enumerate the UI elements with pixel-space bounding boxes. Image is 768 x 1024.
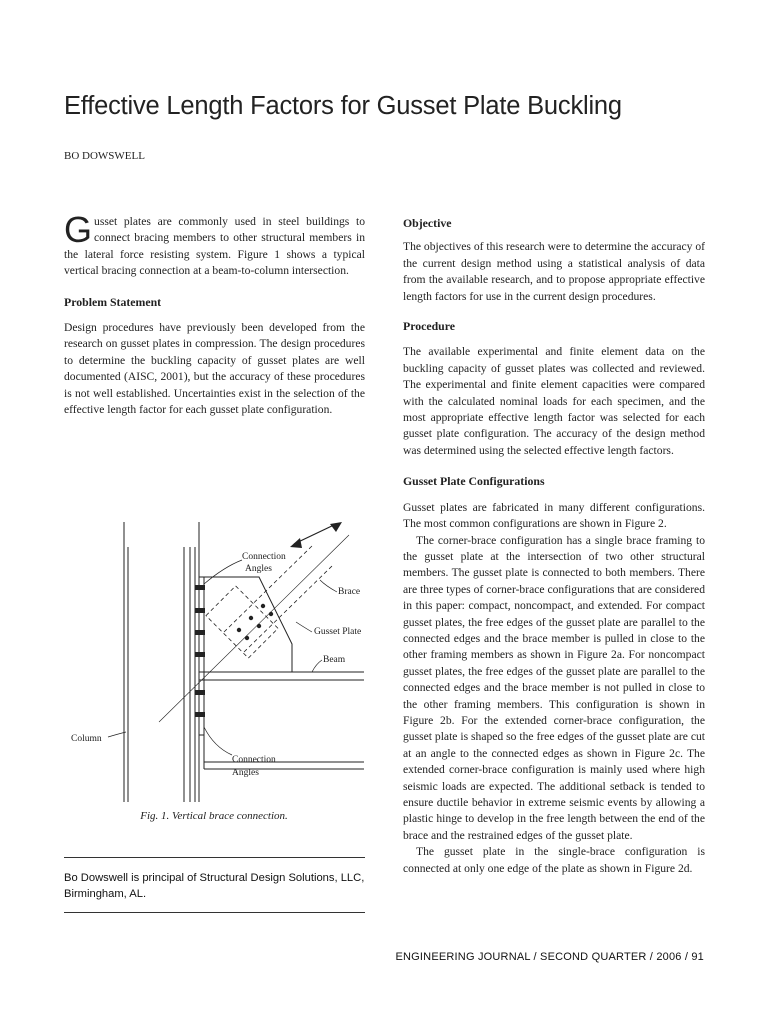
problem-text: Design procedures have previously been developed from the research on gusset plates in compression. The design procedures to determine the buckling capacity of gusset plates are well documented (AISC, 2001), but the accuracy of these procedures is not well established. Uncertainties exist in the selection of the effective length factor for each gusset plate configuration.	[64, 321, 365, 417]
journal-footer: ENGINEERING JOURNAL / SECOND QUARTER / 2006 / 91	[395, 951, 704, 963]
leader-brace	[320, 580, 337, 592]
gusset-plate-outline	[204, 577, 292, 672]
label-connection-angles-bottom-1: Connection	[232, 755, 276, 765]
procedure-text: The available experimental and finite element data on the buckling capacity of gusset plates was collected and reviewed. The experimental and finite element capacities were compared with the calculated nominal loads for each specimen, and the most appropriate effective length factor was selected for each gusset plate configuration. The accuracy of the design method was determined using the selected effective length factors.	[403, 345, 705, 457]
configurations-paragraph-3: The gusset plate in the single-brace configuration is connected at only one edge of the plate as shown in Figure 2d.	[403, 845, 705, 875]
label-gusset-plate: Gusset Plate	[314, 627, 362, 637]
footnote-rule-bottom	[64, 912, 365, 913]
connection-angles-bottom	[199, 680, 204, 735]
problem-heading: Problem Statement	[64, 294, 162, 309]
figure-caption: Fig. 1. Vertical brace connection.	[140, 810, 288, 822]
load-arrow-head-upper	[330, 522, 342, 532]
leader-connection-angles-bottom	[204, 727, 232, 755]
author-name: BO DOWSWELL	[64, 150, 145, 162]
brace-bolt	[269, 612, 273, 616]
bolt	[195, 690, 205, 695]
bolt	[195, 585, 205, 590]
paper-title: Effective Length Factors for Gusset Plate Buckling	[64, 92, 622, 120]
left-column	[64, 209, 365, 418]
load-arrow-head-lower	[290, 538, 302, 548]
brace-bolt	[249, 616, 253, 620]
intro-paragraph	[64, 209, 365, 280]
objective-text: The objectives of this research were to determine the accuracy of the current design method using a statistical analysis of data from the available research, and to propose appropriate effective length factors for use in the current design procedures.	[403, 240, 705, 303]
figure-vertical-brace-connection	[64, 522, 364, 802]
drop-cap: G	[64, 209, 93, 250]
label-beam: Beam	[323, 655, 346, 665]
footnote-rule-top	[64, 857, 365, 858]
brace-bolt	[245, 636, 249, 640]
label-connection-angles-top-1: Connection	[242, 552, 286, 562]
configurations-paragraph-2: The corner-brace configuration has a single brace framing to the gusset plate at the intersection of two other structural members. The gusset plate is connected to both members. There are three types of corner-brace configurations that are considered in this paper: compact, noncompact, and extended. For compact gusset plates, the free edges of the gusset plate are parallel to the connected edges and the brace member is pulled in close to the other framing members as shown in Figure 2a. For noncompact gusset plates, the free edges of the gusset plate are parallel to the connected edges and the brace member is not pulled in close to the other framing members. This configuration is shown in Figure 2b. For the extended corner-brace configuration, the gusset plate is shaped so the free edges of the gusset plate are cut at an angle to the connected edges as shown in Figure 2c. The extended corner-brace configuration is mainly used where high seismic loads are expected. The additional setback is tended to ensure ductile behavior in extreme seismic events by allowing a plastic hinge to develop in the free length between the end of the brace and the restrained edges of the gusset plate.	[403, 533, 705, 842]
intro-text: usset plates are commonly used in steel buildings to connect bracing members to other structural members in the lateral force resisting system. Figure 1 shows a typical vertical bracing connection at a beam-to-column intersection.	[64, 215, 365, 278]
procedure-heading: Procedure	[403, 319, 455, 334]
label-column: Column	[71, 734, 102, 744]
author-affiliation: Bo Dowswell is principal of Structural Design Solutions, LLC, Birmingham, AL.	[64, 872, 365, 900]
label-brace: Brace	[338, 587, 361, 597]
leader-connection-angles-top	[204, 560, 242, 584]
leader-column	[108, 732, 126, 737]
label-connection-angles-bottom-2: Angles	[232, 768, 259, 778]
configurations-heading: Gusset Plate Configurations	[403, 474, 545, 489]
label-connection-angles-top-2: Angles	[245, 564, 272, 574]
bolt	[195, 712, 205, 717]
brace-bolt	[261, 604, 265, 608]
objective-heading: Objective	[403, 216, 452, 230]
bolt	[195, 652, 205, 657]
brace-edge-2	[244, 566, 332, 652]
brace-bolt	[237, 628, 241, 632]
leader-beam	[312, 660, 322, 672]
configurations-paragraph-1: Gusset plates are fabricated in many different configurations. The most common configurations are shown in Figure 2.	[403, 500, 705, 531]
bolt	[195, 630, 205, 635]
brace-end-box	[206, 586, 278, 658]
connection-angles-top	[199, 577, 204, 672]
right-column	[403, 215, 705, 877]
brace-bolt	[257, 624, 261, 628]
bolt	[195, 608, 205, 613]
leader-gusset-plate	[296, 622, 312, 632]
